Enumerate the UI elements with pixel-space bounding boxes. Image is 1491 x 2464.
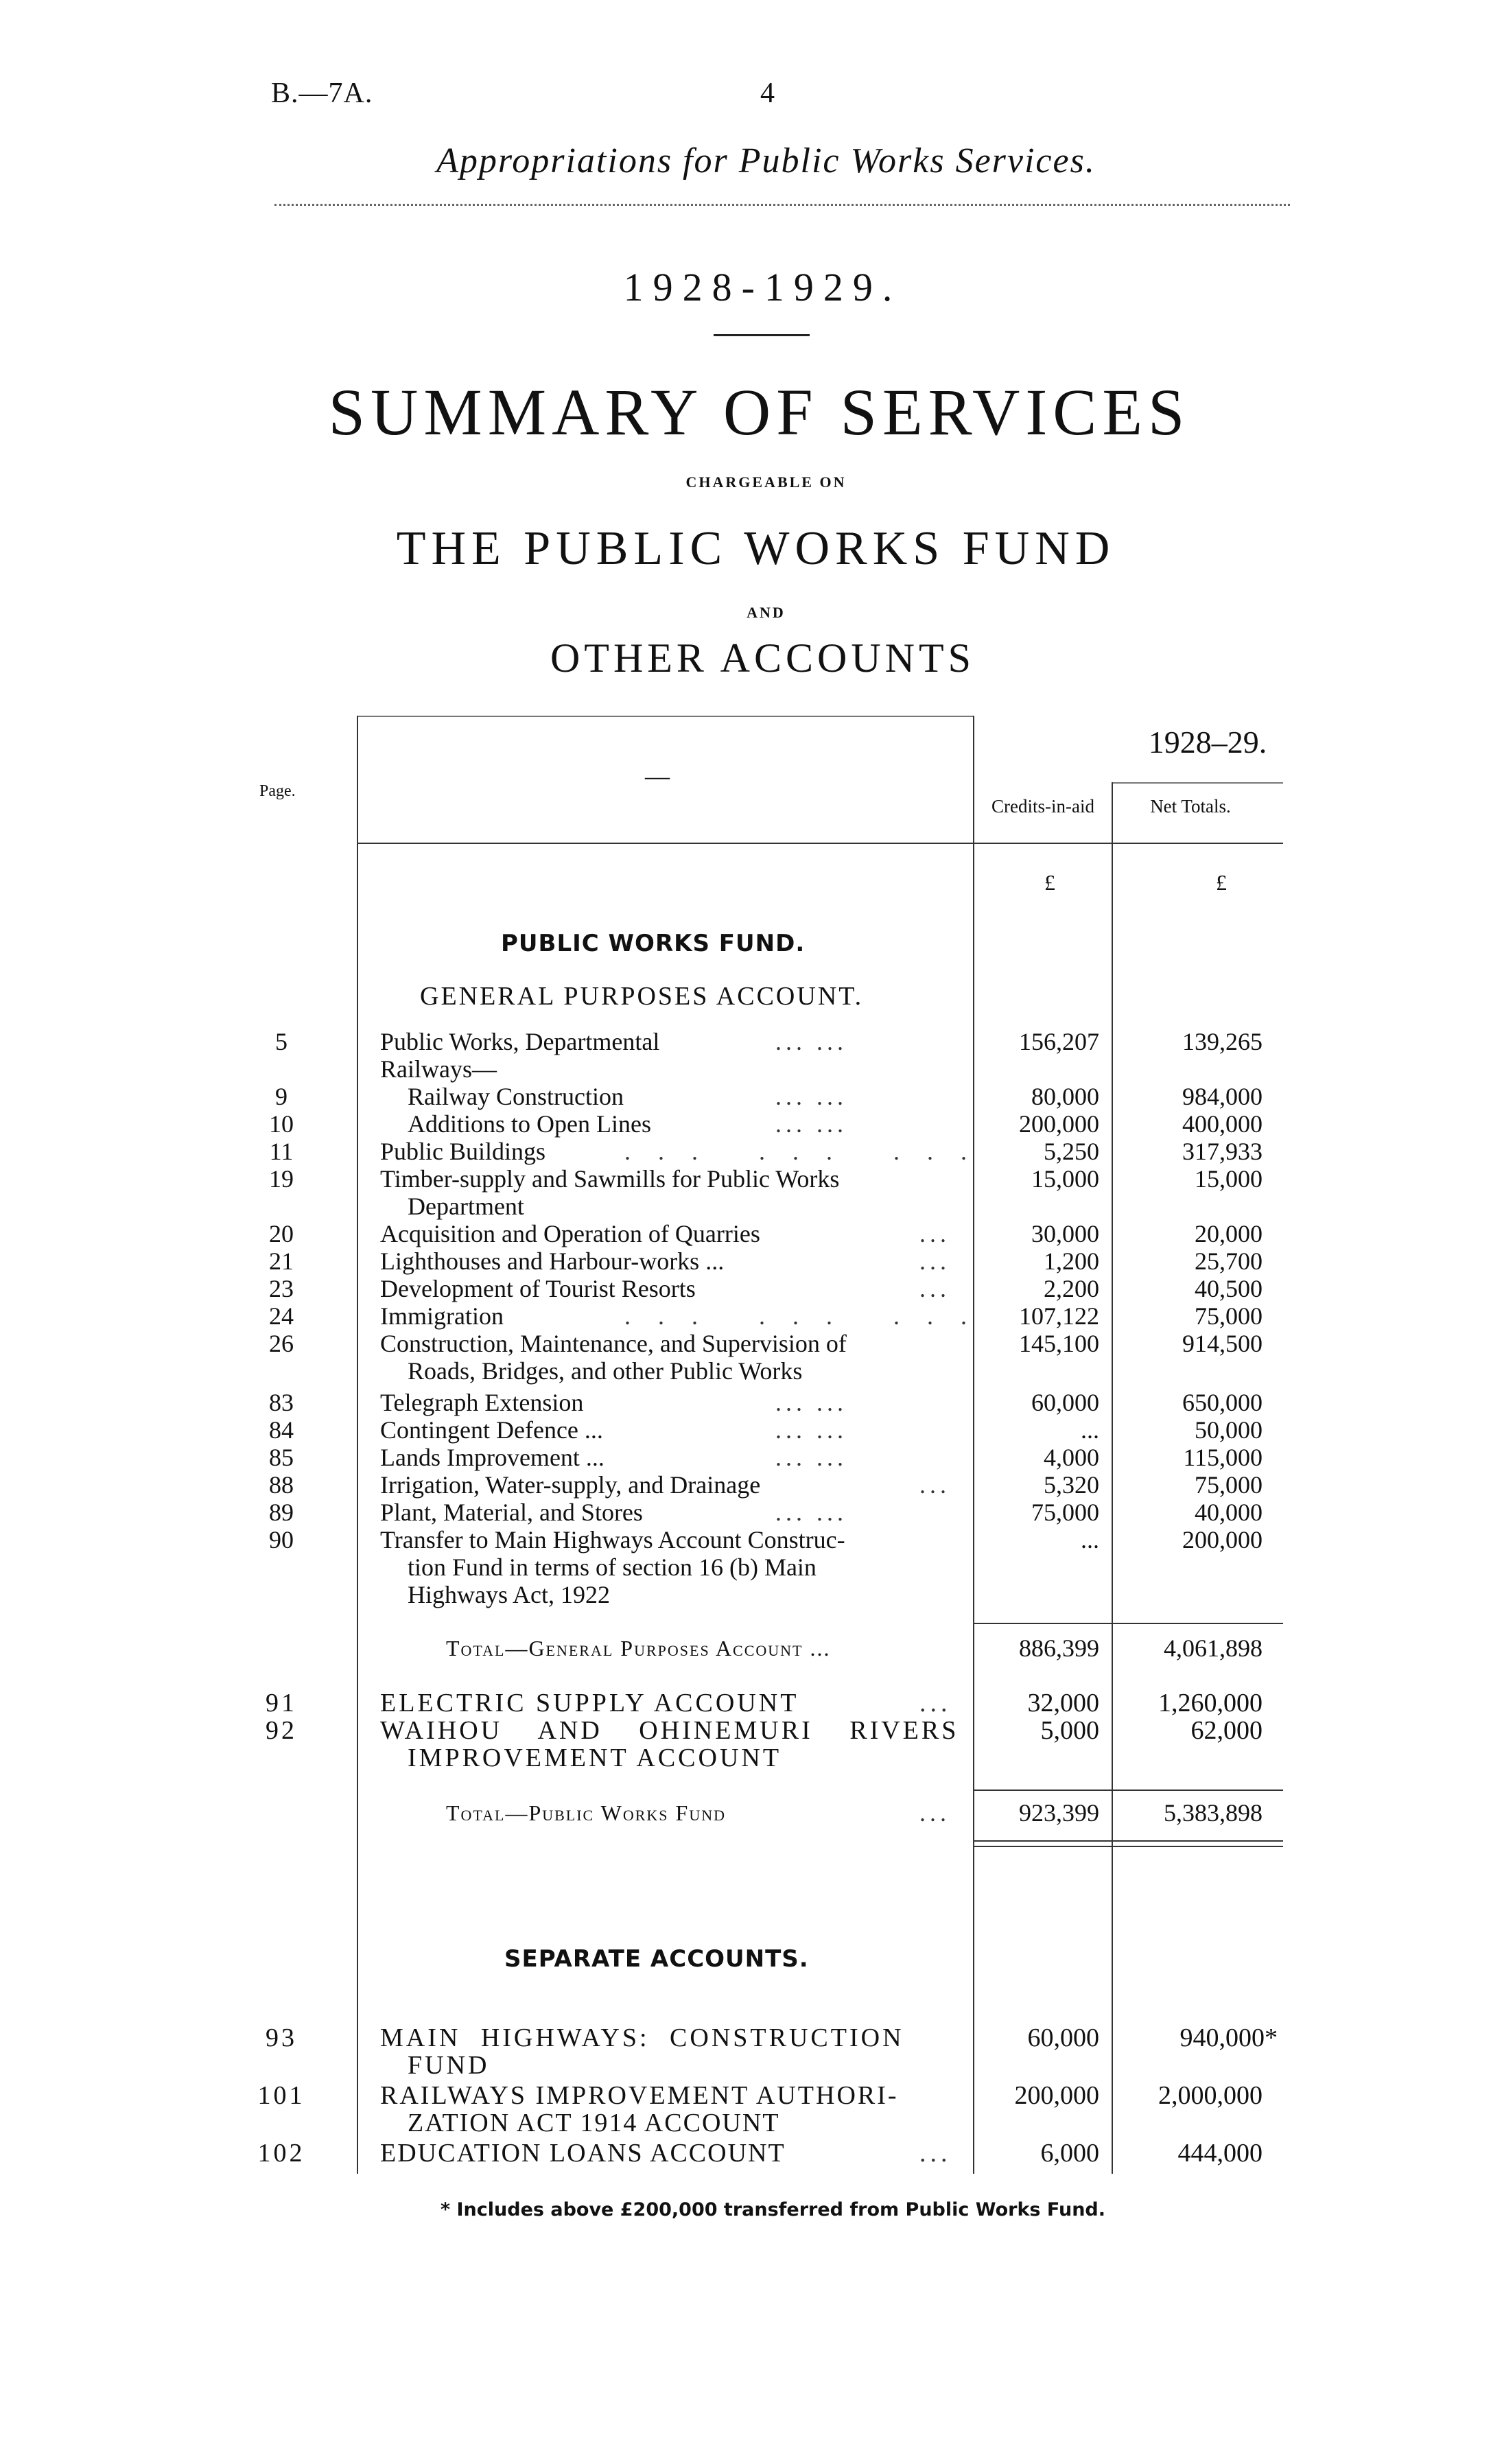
row-net: 75,000 xyxy=(1195,1471,1263,1499)
row-net: 15,000 xyxy=(1195,1165,1263,1193)
table-row xyxy=(0,1193,1491,1220)
row-description: Lighthouses and Harbour-works ... xyxy=(380,1247,725,1275)
row-leader-dots: ... ... ... xyxy=(624,1138,994,1165)
credits-currency-symbol: £ xyxy=(1044,870,1055,895)
table-row xyxy=(0,2052,1491,2079)
public-works-fund-heading: PUBLIC WORKS FUND. xyxy=(501,930,806,957)
row-credits: 15,000 xyxy=(1031,1165,1099,1193)
row-net: 40,000 xyxy=(1195,1499,1263,1526)
table-row xyxy=(0,1165,1491,1193)
row-page: 102 xyxy=(257,2139,305,2168)
net-totals-column-header: Net Totals. xyxy=(1150,796,1231,817)
row-credits: 6,000 xyxy=(1040,2139,1099,2168)
row-net: 200,000 xyxy=(1182,1526,1263,1553)
table-row xyxy=(0,1220,1491,1247)
row-credits: 32,000 xyxy=(1027,1689,1099,1717)
row-leader-dots: ... xyxy=(919,1220,950,1247)
row-leader-dots: ... ... xyxy=(775,1416,847,1444)
document-subtitle: Appropriations for Public Works Services. xyxy=(436,141,1096,180)
net-currency-symbol: £ xyxy=(1216,870,1227,895)
table-row xyxy=(0,1389,1491,1416)
row-credits: 156,207 xyxy=(1019,1028,1099,1055)
row-leader-dots: ... xyxy=(919,2139,952,2168)
table-row xyxy=(0,1028,1491,1055)
total-net: 4,061,898 xyxy=(1164,1634,1263,1662)
row-page: 85 xyxy=(269,1444,294,1471)
row-description: Plant, Material, and Stores xyxy=(380,1499,643,1526)
row-credits: 60,000 xyxy=(1031,1389,1099,1416)
row-credits: 5,320 xyxy=(1044,1471,1099,1499)
row-credits: 107,122 xyxy=(1019,1302,1099,1330)
general-purposes-heading: GENERAL PURPOSES ACCOUNT. xyxy=(420,982,864,1011)
page-number: 4 xyxy=(760,78,775,109)
row-description: IMPROVEMENT ACCOUNT xyxy=(408,1744,782,1772)
column-header-rule xyxy=(357,843,1283,844)
row-page: 23 xyxy=(269,1275,294,1302)
row-leader-dots: ... ... xyxy=(775,1389,847,1416)
row-page: 83 xyxy=(269,1389,294,1416)
row-leader-dots: ... ... xyxy=(775,1028,847,1055)
row-page: 88 xyxy=(269,1471,294,1499)
row-page: 93 xyxy=(266,2023,297,2052)
row-description: Additions to Open Lines xyxy=(408,1110,651,1138)
row-page: 101 xyxy=(257,2081,305,2110)
short-rule xyxy=(714,334,810,336)
row-page: 26 xyxy=(269,1330,294,1357)
row-net: 400,000 xyxy=(1182,1110,1263,1138)
fund-total-double-rule xyxy=(974,1846,1283,1847)
table-row xyxy=(0,1416,1491,1444)
row-leader-dots: ... ... ... xyxy=(624,1302,994,1330)
row-net: 25,700 xyxy=(1195,1247,1263,1275)
fund-total-double-rule xyxy=(974,1840,1283,1842)
table-top-rule xyxy=(357,716,974,717)
row-page: 10 xyxy=(269,1110,294,1138)
row-net: 75,000 xyxy=(1195,1302,1263,1330)
row-description: Roads, Bridges, and other Public Works xyxy=(408,1357,803,1385)
total-credits: 923,399 xyxy=(1019,1799,1099,1827)
row-credits: 80,000 xyxy=(1031,1083,1099,1110)
row-net: 914,500 xyxy=(1182,1330,1263,1357)
row-description: Highways Act, 1922 xyxy=(408,1581,610,1608)
row-page: 19 xyxy=(269,1165,294,1193)
row-credits: 60,000 xyxy=(1027,2023,1099,2052)
chargeable-on-label: CHARGEABLE ON xyxy=(685,473,847,491)
table-row xyxy=(0,1744,1491,1772)
row-page: 91 xyxy=(266,1689,297,1717)
row-net: 2,000,000 xyxy=(1158,2081,1263,2110)
page-column-header: Page. xyxy=(259,782,296,800)
fund-title: THE PUBLIC WORKS FUND xyxy=(396,522,1116,575)
row-page: 89 xyxy=(269,1499,294,1526)
row-credits: 2,200 xyxy=(1044,1275,1099,1302)
table-row xyxy=(0,1717,1491,1744)
row-description: Public Buildings xyxy=(380,1138,546,1165)
row-credits: 4,000 xyxy=(1044,1444,1099,1471)
row-description: Irrigation, Water-supply, and Drainage xyxy=(380,1471,761,1499)
row-credits: ... xyxy=(1081,1416,1099,1444)
row-net: 139,265 xyxy=(1182,1028,1263,1055)
row-credits: 145,100 xyxy=(1019,1330,1099,1357)
description-column-header: — xyxy=(645,762,670,790)
table-row xyxy=(0,2024,1491,2052)
row-credits: 200,000 xyxy=(1014,2081,1099,2110)
row-description: ZATION ACT 1914 ACCOUNT xyxy=(408,2109,780,2137)
row-credits: 30,000 xyxy=(1031,1220,1099,1247)
row-net: 984,000 xyxy=(1182,1083,1263,1110)
row-page: 21 xyxy=(269,1247,294,1275)
credits-column-header: Credits-in-aid xyxy=(991,796,1094,817)
row-description: FUND xyxy=(408,2051,490,2080)
separate-accounts-heading: SEPARATE ACCOUNTS. xyxy=(504,1945,809,1973)
row-description: Acquisition and Operation of Quarries xyxy=(380,1220,760,1247)
row-page: 9 xyxy=(275,1083,287,1110)
table-row xyxy=(0,1275,1491,1302)
document-reference: B.—7A. xyxy=(271,78,373,109)
total-general-purposes-row xyxy=(0,1634,1491,1662)
row-net: 317,933 xyxy=(1182,1138,1263,1165)
row-description: WAIHOU AND OHINEMURI RIVERS xyxy=(380,1716,959,1745)
row-credits: 5,250 xyxy=(1044,1138,1099,1165)
row-leader-dots: ... xyxy=(919,1471,950,1499)
row-description: Telegraph Extension xyxy=(380,1389,584,1416)
row-description: EDUCATION LOANS ACCOUNT xyxy=(380,2139,786,2168)
header-rule xyxy=(274,204,1290,206)
row-leader-dots: ... xyxy=(919,1275,950,1302)
table-row xyxy=(0,1055,1491,1083)
row-net: 940,000* xyxy=(1179,2023,1278,2052)
row-description: Railway Construction xyxy=(408,1083,624,1110)
row-credits: 75,000 xyxy=(1031,1499,1099,1526)
row-page: 11 xyxy=(269,1138,294,1165)
table-row xyxy=(0,1553,1491,1581)
table-row xyxy=(0,2109,1491,2137)
row-leader-dots: ... ... xyxy=(775,1444,847,1471)
row-description: Lands Improvement ... xyxy=(380,1444,604,1471)
other-accounts-title: OTHER ACCOUNTS xyxy=(550,635,976,681)
row-page: 5 xyxy=(275,1028,287,1055)
row-description: Public Works, Departmental xyxy=(380,1028,660,1055)
row-description: ELECTRIC SUPPLY ACCOUNT xyxy=(380,1689,799,1717)
row-description: MAIN HIGHWAYS: CONSTRUCTION xyxy=(380,2023,904,2052)
table-row xyxy=(0,2139,1491,2167)
row-leader-dots: ... xyxy=(919,1247,950,1275)
row-net: 50,000 xyxy=(1195,1416,1263,1444)
row-description: tion Fund in terms of section 16 (b) Main xyxy=(408,1553,817,1581)
row-page: 90 xyxy=(269,1526,294,1553)
row-page: 24 xyxy=(269,1302,294,1330)
footnote: * Includes above £200,000 transferred from Public Works Fund. xyxy=(440,2199,1106,2220)
row-page: 84 xyxy=(269,1416,294,1444)
table-row xyxy=(0,1526,1491,1553)
row-page: 20 xyxy=(269,1220,294,1247)
row-leader-dots: ... xyxy=(919,1799,950,1827)
table-row xyxy=(0,1357,1491,1385)
year-column-header: 1928–29. xyxy=(1148,725,1267,760)
row-net: 62,000 xyxy=(1190,1716,1263,1745)
row-description: Contingent Defence ... xyxy=(380,1416,603,1444)
summary-title: SUMMARY OF SERVICES xyxy=(328,375,1190,449)
table-row xyxy=(0,1689,1491,1717)
row-credits: 1,200 xyxy=(1044,1247,1099,1275)
total-net: 5,383,898 xyxy=(1164,1799,1263,1827)
and-label: AND xyxy=(747,604,786,621)
row-description: Immigration xyxy=(380,1302,504,1330)
row-net: 40,500 xyxy=(1195,1275,1263,1302)
row-leader-dots: ... ... xyxy=(775,1499,847,1526)
table-row xyxy=(0,1444,1491,1471)
row-net: 650,000 xyxy=(1182,1389,1263,1416)
row-credits: ... xyxy=(1081,1526,1099,1553)
row-description: Construction, Maintenance, and Supervision of xyxy=(380,1330,847,1357)
row-net: 115,000 xyxy=(1183,1444,1263,1471)
row-description: Development of Tourist Resorts xyxy=(380,1275,696,1302)
table-row xyxy=(0,1302,1491,1330)
total-label: Total—General Purposes Account ... xyxy=(446,1636,831,1661)
table-row xyxy=(0,1110,1491,1138)
table-row xyxy=(0,1471,1491,1499)
row-description: Department xyxy=(408,1193,524,1220)
subtotal-rule xyxy=(974,1623,1283,1624)
row-leader-dots: ... xyxy=(919,1689,952,1717)
table-row xyxy=(0,1247,1491,1275)
total-credits: 886,399 xyxy=(1019,1634,1099,1662)
table-row xyxy=(0,1083,1491,1110)
table-row xyxy=(0,2082,1491,2109)
row-leader-dots: ... ... xyxy=(775,1083,847,1110)
row-description: RAILWAYS IMPROVEMENT AUTHORI- xyxy=(380,2081,899,2110)
table-row xyxy=(0,1138,1491,1165)
table-row xyxy=(0,1499,1491,1526)
total-public-works-fund-row xyxy=(0,1799,1491,1827)
fund-total-top-rule xyxy=(974,1790,1283,1791)
total-label: Total—Public Works Fund xyxy=(446,1800,727,1825)
row-description: Transfer to Main Highways Account Construc- xyxy=(380,1526,845,1553)
row-net: 1,260,000 xyxy=(1158,1689,1263,1717)
row-net: 444,000 xyxy=(1177,2139,1263,2168)
table-row xyxy=(0,1581,1491,1608)
row-description: Timber-supply and Sawmills for Public Works xyxy=(380,1165,840,1193)
row-credits: 200,000 xyxy=(1019,1110,1099,1138)
row-credits: 5,000 xyxy=(1040,1716,1099,1745)
row-description: Railways— xyxy=(380,1055,497,1083)
financial-years: 1928-1929. xyxy=(623,265,902,309)
row-leader-dots: ... ... xyxy=(775,1110,847,1138)
table-row xyxy=(0,1330,1491,1357)
year-underline xyxy=(1112,782,1283,784)
row-net: 20,000 xyxy=(1195,1220,1263,1247)
row-page: 92 xyxy=(266,1716,297,1745)
